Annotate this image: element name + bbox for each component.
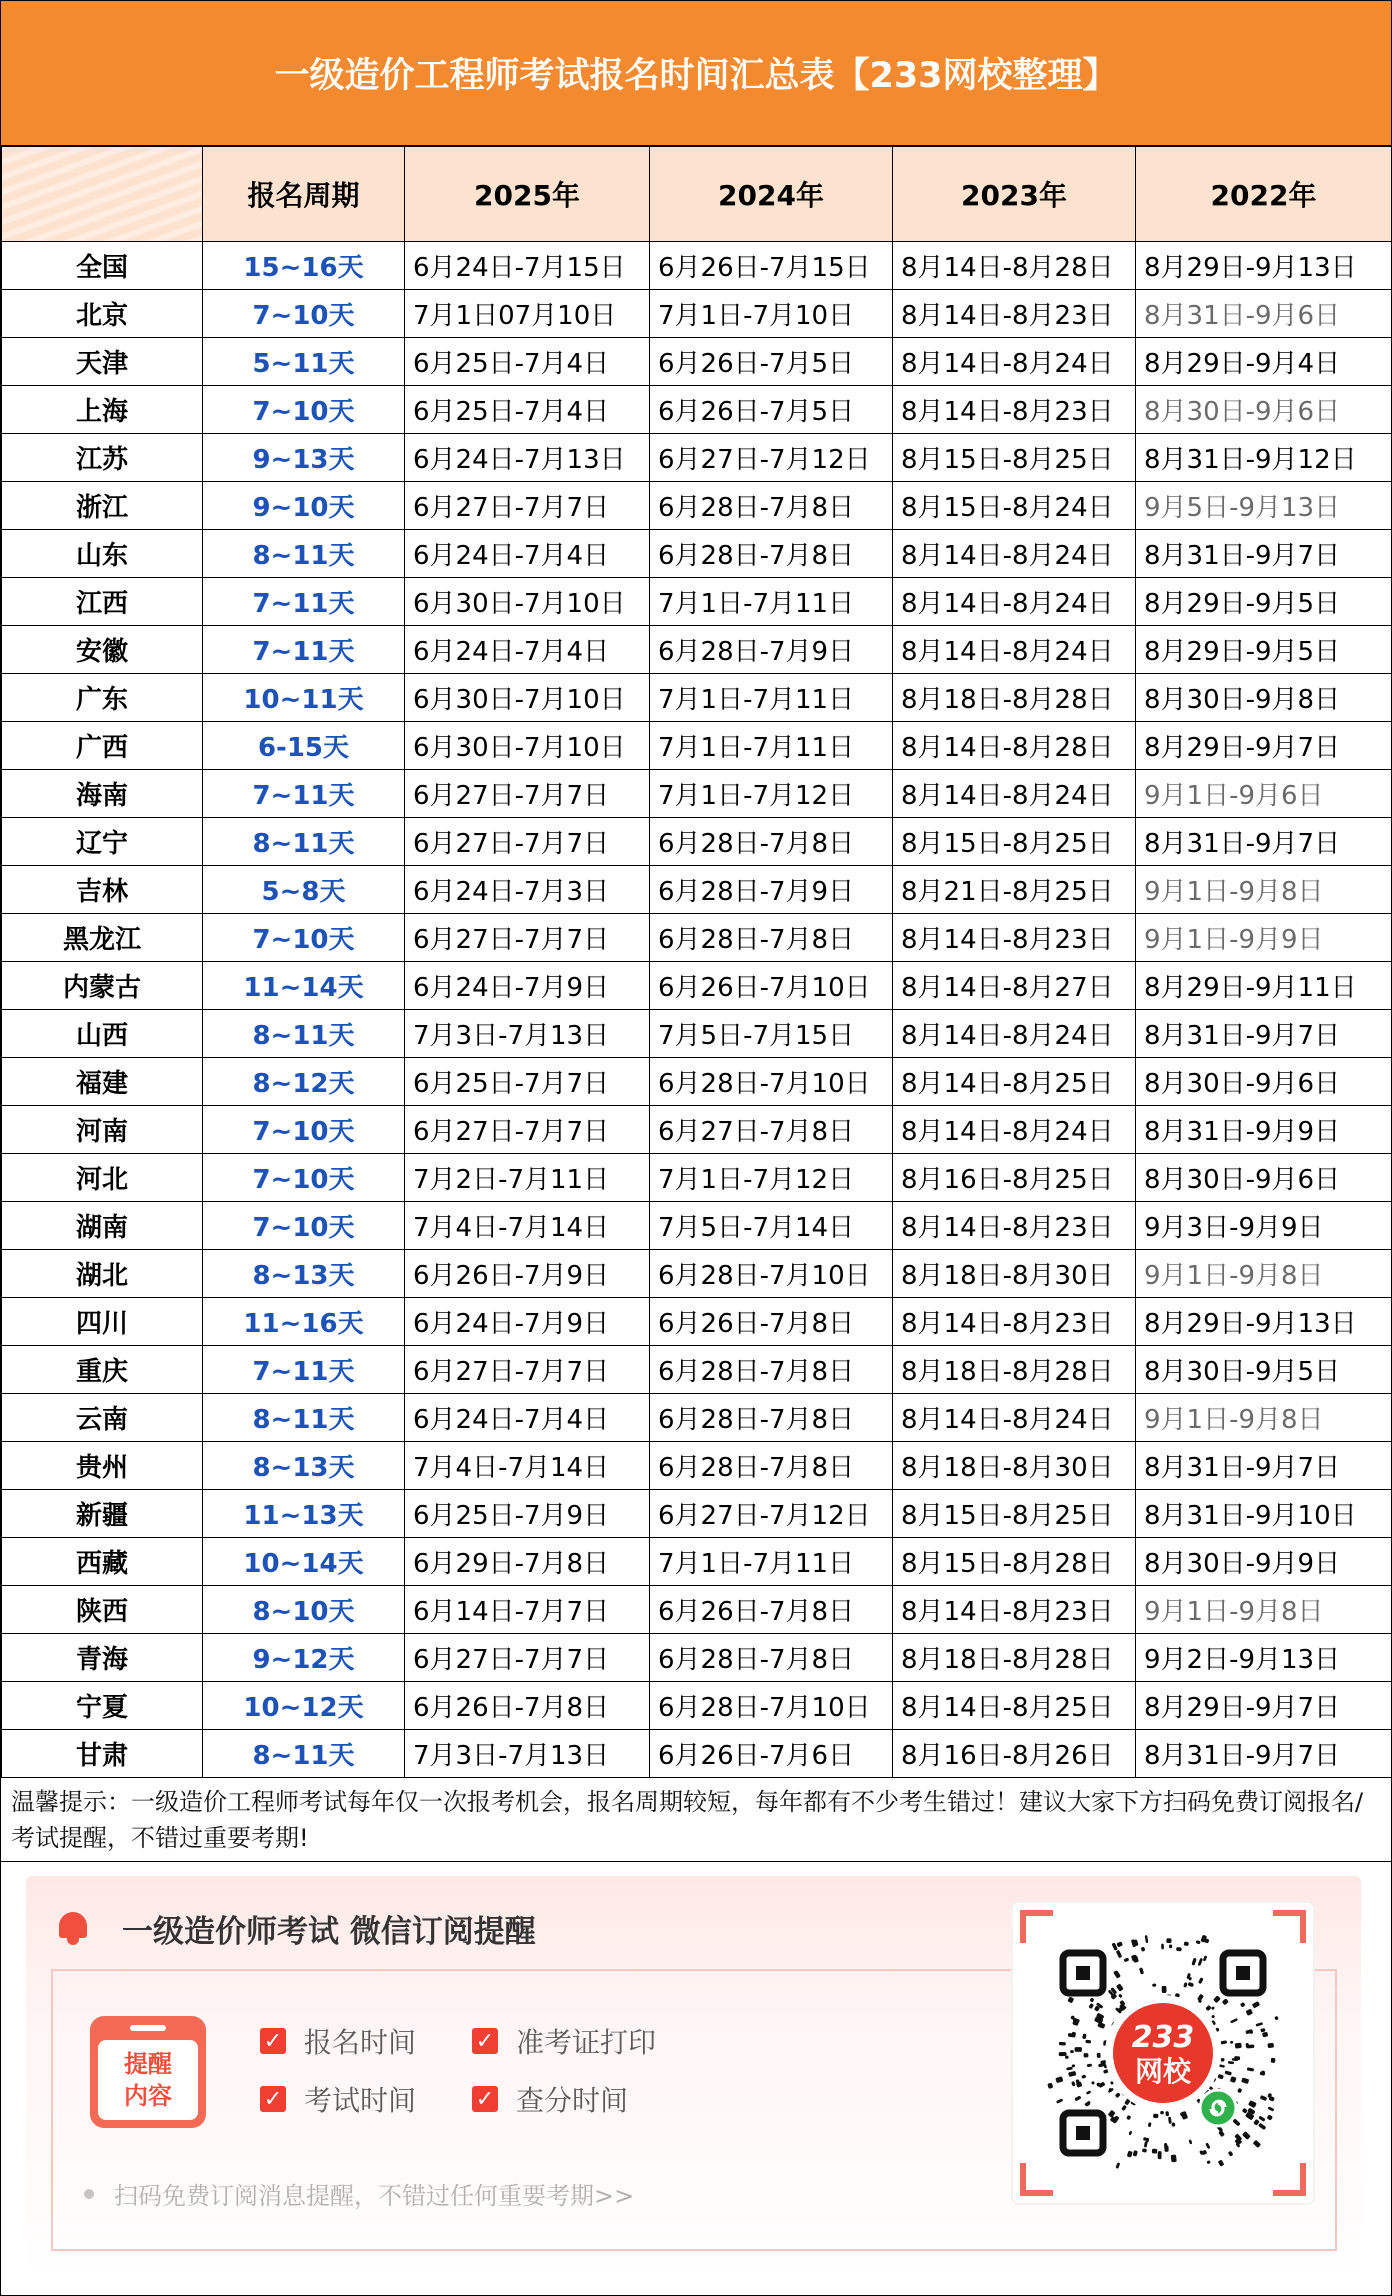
period-cell: 8~11天 [203, 1394, 405, 1442]
date-2025-cell: 6月24日-7月9日 [405, 962, 650, 1010]
table-row [2, 626, 1392, 674]
date-2025-cell: 6月27日-7月7日 [405, 482, 650, 530]
date-2023-cell: 8月14日-8月23日 [893, 386, 1136, 434]
table-row [2, 674, 1392, 722]
date-2023-cell: 8月14日-8月23日 [893, 1586, 1136, 1634]
province-cell: 浙江 [2, 482, 203, 530]
table-row [2, 1250, 1392, 1298]
date-2023-cell: 8月14日-8月24日 [893, 770, 1136, 818]
date-2023-cell: 8月14日-8月24日 [893, 1106, 1136, 1154]
table-row [2, 482, 1392, 530]
period-cell: 9~13天 [203, 434, 405, 482]
checkbox-checked-icon: ✓ [260, 2086, 286, 2112]
date-2022-cell: 9月1日-9月6日 [1136, 770, 1392, 818]
date-2025-cell: 6月24日-7月9日 [405, 1298, 650, 1346]
checkbox-checked-icon: ✓ [472, 2086, 498, 2112]
date-2024-cell: 6月28日-7月8日 [650, 1634, 893, 1682]
date-2024-cell: 6月26日-7月8日 [650, 1298, 893, 1346]
date-2022-cell: 9月5日-9月13日 [1136, 482, 1392, 530]
date-2025-cell: 6月27日-7月7日 [405, 1634, 650, 1682]
date-2024-cell: 6月26日-7月5日 [650, 338, 893, 386]
province-cell: 湖南 [2, 1202, 203, 1250]
date-2022-cell: 8月30日-9月8日 [1136, 674, 1392, 722]
period-cell: 5~11天 [203, 338, 405, 386]
table-row [2, 290, 1392, 338]
date-2024-cell: 6月28日-7月8日 [650, 1442, 893, 1490]
province-cell: 安徽 [2, 626, 203, 674]
date-2022-cell: 8月29日-9月13日 [1136, 242, 1392, 290]
period-cell: 7~10天 [203, 1154, 405, 1202]
date-2024-cell: 7月1日-7月11日 [650, 1538, 893, 1586]
date-2023-cell: 8月15日-8月25日 [893, 818, 1136, 866]
bell-icon [56, 1908, 90, 1948]
table-row [2, 530, 1392, 578]
period-cell: 8~12天 [203, 1058, 405, 1106]
period-cell: 7~10天 [203, 290, 405, 338]
date-2024-cell: 7月5日-7月14日 [650, 1202, 893, 1250]
bullet-dot-icon [84, 2189, 94, 2199]
qr-logo-text-1: 233 [1131, 2020, 1195, 2055]
date-2023-cell: 8月14日-8月23日 [893, 290, 1136, 338]
province-cell: 广东 [2, 674, 203, 722]
date-2023-cell: 8月14日-8月23日 [893, 914, 1136, 962]
period-cell: 8~11天 [203, 818, 405, 866]
date-2024-cell: 7月5日-7月15日 [650, 1010, 893, 1058]
date-2023-cell: 8月15日-8月25日 [893, 434, 1136, 482]
date-2024-cell: 6月26日-7月15日 [650, 242, 893, 290]
table-row [2, 1346, 1392, 1394]
date-2023-cell: 8月14日-8月23日 [893, 1298, 1136, 1346]
date-2024-cell: 6月28日-7月10日 [650, 1682, 893, 1730]
date-2025-cell: 6月26日-7月8日 [405, 1682, 650, 1730]
period-cell: 6-15天 [203, 722, 405, 770]
date-2024-cell: 6月28日-7月8日 [650, 914, 893, 962]
date-2022-cell: 8月30日-9月6日 [1136, 386, 1392, 434]
date-2023-cell: 8月14日-8月24日 [893, 578, 1136, 626]
period-cell: 8~11天 [203, 1010, 405, 1058]
date-2023-cell: 8月14日-8月24日 [893, 530, 1136, 578]
subscribe-tip[interactable] [84, 2176, 634, 2211]
date-2023-cell: 8月16日-8月25日 [893, 1154, 1136, 1202]
date-2022-cell: 9月3日-9月9日 [1136, 1202, 1392, 1250]
table-row [2, 1586, 1392, 1634]
table-row [2, 1538, 1392, 1586]
date-2023-cell: 8月18日-8月30日 [893, 1442, 1136, 1490]
province-cell: 内蒙古 [2, 962, 203, 1010]
date-2024-cell: 6月28日-7月8日 [650, 1346, 893, 1394]
date-2023-cell: 8月21日-8月25日 [893, 866, 1136, 914]
date-2023-cell: 8月18日-8月28日 [893, 1634, 1136, 1682]
date-2025-cell: 6月27日-7月7日 [405, 914, 650, 962]
date-2022-cell: 8月31日-9月10日 [1136, 1490, 1392, 1538]
province-cell: 海南 [2, 770, 203, 818]
province-cell: 全国 [2, 242, 203, 290]
province-cell: 上海 [2, 386, 203, 434]
date-2024-cell: 6月28日-7月8日 [650, 530, 893, 578]
date-2025-cell: 6月24日-7月4日 [405, 626, 650, 674]
header-2022: 2022年 [1136, 147, 1392, 242]
check-label: 准考证打印 [516, 2026, 657, 2059]
table-row [2, 914, 1392, 962]
period-cell: 7~11天 [203, 770, 405, 818]
date-2022-cell: 8月31日-9月6日 [1136, 290, 1392, 338]
date-2025-cell: 7月4日-7月14日 [405, 1202, 650, 1250]
date-2024-cell: 6月27日-7月8日 [650, 1106, 893, 1154]
date-2022-cell: 8月31日-9月7日 [1136, 1730, 1392, 1778]
date-2025-cell: 6月27日-7月7日 [405, 1346, 650, 1394]
period-cell: 8~10天 [203, 1586, 405, 1634]
province-cell: 河南 [2, 1106, 203, 1154]
province-cell: 河北 [2, 1154, 203, 1202]
date-2024-cell: 6月28日-7月10日 [650, 1058, 893, 1106]
province-cell: 陕西 [2, 1586, 203, 1634]
date-2023-cell: 8月14日-8月27日 [893, 962, 1136, 1010]
period-cell: 11~16天 [203, 1298, 405, 1346]
date-2023-cell: 8月14日-8月28日 [893, 242, 1136, 290]
date-2022-cell: 8月29日-9月5日 [1136, 578, 1392, 626]
date-2024-cell: 6月28日-7月8日 [650, 1394, 893, 1442]
table-row [2, 1202, 1392, 1250]
date-2025-cell: 6月27日-7月7日 [405, 1106, 650, 1154]
qr-logo-text-2: 网校 [1134, 2055, 1192, 2088]
date-2023-cell: 8月18日-8月28日 [893, 1346, 1136, 1394]
date-2024-cell: 7月1日-7月11日 [650, 722, 893, 770]
notice-text: 温馨提示：一级造价工程师考试每年仅一次报考机会，报名周期较短，每年都有不少考生错过！建议大家下方扫码免费订阅报名/考试提醒，不错过重要考期! [1, 1778, 1391, 1862]
table-row [2, 1298, 1392, 1346]
date-2022-cell: 8月29日-9月5日 [1136, 626, 1392, 674]
table-row [2, 386, 1392, 434]
table-row [2, 1058, 1392, 1106]
date-2022-cell: 8月31日-9月9日 [1136, 1106, 1392, 1154]
date-2023-cell: 8月18日-8月30日 [893, 1250, 1136, 1298]
calendar-label-1: 提醒 [124, 2050, 172, 2078]
qr-code-icon [1013, 1903, 1313, 2203]
period-cell: 10~12天 [203, 1682, 405, 1730]
date-2024-cell: 6月28日-7月9日 [650, 866, 893, 914]
period-cell: 8~11天 [203, 530, 405, 578]
date-2025-cell: 7月2日-7月11日 [405, 1154, 650, 1202]
date-2022-cell: 8月30日-9月6日 [1136, 1154, 1392, 1202]
date-2025-cell: 6月30日-7月10日 [405, 722, 650, 770]
province-cell: 新疆 [2, 1490, 203, 1538]
period-cell: 5~8天 [203, 866, 405, 914]
period-cell: 10~14天 [203, 1538, 405, 1586]
table-row [2, 1682, 1392, 1730]
table-row [2, 1634, 1392, 1682]
table-row [2, 1154, 1392, 1202]
date-2025-cell: 6月26日-7月9日 [405, 1250, 650, 1298]
date-2025-cell: 6月24日-7月15日 [405, 242, 650, 290]
date-2025-cell: 6月25日-7月4日 [405, 338, 650, 386]
checkbox-checked-icon: ✓ [260, 2028, 286, 2054]
banner-title: 一级造价师考试 微信订阅提醒 [122, 1913, 536, 1950]
province-cell: 广西 [2, 722, 203, 770]
period-cell: 9~12天 [203, 1634, 405, 1682]
date-2022-cell: 8月31日-9月7日 [1136, 1010, 1392, 1058]
date-2025-cell: 6月25日-7月4日 [405, 386, 650, 434]
date-2023-cell: 8月14日-8月24日 [893, 338, 1136, 386]
subscribe-tip-text: 扫码免费订阅消息提醒，不错过任何重要考期>> [114, 2182, 635, 2210]
header-corner [2, 147, 203, 242]
date-2024-cell: 6月28日-7月8日 [650, 818, 893, 866]
province-cell: 北京 [2, 290, 203, 338]
period-cell: 7~10天 [203, 1202, 405, 1250]
province-cell: 西藏 [2, 1538, 203, 1586]
period-cell: 7~11天 [203, 578, 405, 626]
table-row [2, 1490, 1392, 1538]
date-2023-cell: 8月15日-8月25日 [893, 1490, 1136, 1538]
date-2024-cell: 7月1日-7月11日 [650, 674, 893, 722]
date-2025-cell: 6月27日-7月7日 [405, 770, 650, 818]
date-2022-cell: 8月31日-9月12日 [1136, 434, 1392, 482]
date-2022-cell: 8月29日-9月7日 [1136, 722, 1392, 770]
date-2022-cell: 8月31日-9月7日 [1136, 530, 1392, 578]
period-cell: 15~16天 [203, 242, 405, 290]
date-2024-cell: 7月1日-7月12日 [650, 1154, 893, 1202]
date-2022-cell: 8月30日-9月9日 [1136, 1538, 1392, 1586]
date-2023-cell: 8月14日-8月24日 [893, 626, 1136, 674]
date-2023-cell: 8月14日-8月25日 [893, 1058, 1136, 1106]
date-2022-cell: 9月1日-9月8日 [1136, 1394, 1392, 1442]
period-cell: 7~10天 [203, 914, 405, 962]
province-cell: 江西 [2, 578, 203, 626]
province-cell: 贵州 [2, 1442, 203, 1490]
date-2024-cell: 6月27日-7月12日 [650, 434, 893, 482]
date-2022-cell: 9月1日-9月8日 [1136, 866, 1392, 914]
table-row [2, 818, 1392, 866]
date-2024-cell: 7月1日-7月10日 [650, 290, 893, 338]
check-label: 考试时间 [304, 2084, 417, 2117]
province-cell: 辽宁 [2, 818, 203, 866]
table-row [2, 434, 1392, 482]
period-cell: 7~11天 [203, 626, 405, 674]
date-2025-cell: 6月24日-7月3日 [405, 866, 650, 914]
period-cell: 7~10天 [203, 1106, 405, 1154]
date-2022-cell: 8月31日-9月7日 [1136, 1442, 1392, 1490]
qr-code[interactable] [1011, 1901, 1315, 2205]
date-2024-cell: 7月1日-7月12日 [650, 770, 893, 818]
table-header-row [2, 147, 1392, 242]
date-2022-cell: 8月29日-9月13日 [1136, 1298, 1392, 1346]
date-2023-cell: 8月15日-8月28日 [893, 1538, 1136, 1586]
province-cell: 湖北 [2, 1250, 203, 1298]
check-label: 查分时间 [516, 2084, 629, 2117]
period-cell: 7~11天 [203, 1346, 405, 1394]
date-2023-cell: 8月18日-8月28日 [893, 674, 1136, 722]
date-2022-cell: 9月1日-9月8日 [1136, 1250, 1392, 1298]
province-cell: 福建 [2, 1058, 203, 1106]
table-row [2, 866, 1392, 914]
page-title: 一级造价工程师考试报名时间汇总表【233网校整理】 [1, 1, 1391, 146]
subscribe-banner[interactable] [26, 1876, 1361, 2276]
province-cell: 山西 [2, 1010, 203, 1058]
table-row [2, 242, 1392, 290]
province-cell: 云南 [2, 1394, 203, 1442]
date-2025-cell: 6月24日-7月13日 [405, 434, 650, 482]
calendar-icon [90, 2016, 206, 2128]
province-cell: 黑龙江 [2, 914, 203, 962]
table-row [2, 1394, 1392, 1442]
header-2025: 2025年 [405, 147, 650, 242]
period-cell: 9~10天 [203, 482, 405, 530]
province-cell: 吉林 [2, 866, 203, 914]
date-2025-cell: 6月24日-7月4日 [405, 1394, 650, 1442]
province-cell: 四川 [2, 1298, 203, 1346]
date-2023-cell: 8月14日-8月28日 [893, 722, 1136, 770]
date-2024-cell: 6月26日-7月8日 [650, 1586, 893, 1634]
date-2024-cell: 6月28日-7月9日 [650, 626, 893, 674]
province-cell: 山东 [2, 530, 203, 578]
date-2022-cell: 9月1日-9月9日 [1136, 914, 1392, 962]
date-2023-cell: 8月16日-8月26日 [893, 1730, 1136, 1778]
table-row [2, 722, 1392, 770]
date-2023-cell: 8月14日-8月24日 [893, 1010, 1136, 1058]
table-body [2, 242, 1392, 1778]
calendar-label-2: 内容 [124, 2082, 172, 2110]
date-2022-cell: 8月30日-9月6日 [1136, 1058, 1392, 1106]
date-2022-cell: 8月29日-9月4日 [1136, 338, 1392, 386]
province-cell: 江苏 [2, 434, 203, 482]
date-2025-cell: 6月24日-7月4日 [405, 530, 650, 578]
check-item-score-query [472, 2079, 628, 2119]
province-cell: 天津 [2, 338, 203, 386]
province-cell: 青海 [2, 1634, 203, 1682]
date-2024-cell: 6月27日-7月12日 [650, 1490, 893, 1538]
header-period: 报名周期 [203, 147, 405, 242]
date-2024-cell: 7月1日-7月11日 [650, 578, 893, 626]
date-2025-cell: 6月14日-7月7日 [405, 1586, 650, 1634]
table-row [2, 770, 1392, 818]
date-2024-cell: 6月28日-7月10日 [650, 1250, 893, 1298]
date-2025-cell: 6月25日-7月9日 [405, 1490, 650, 1538]
table-row [2, 1010, 1392, 1058]
period-cell: 11~14天 [203, 962, 405, 1010]
date-2024-cell: 6月26日-7月5日 [650, 386, 893, 434]
period-cell: 11~13天 [203, 1490, 405, 1538]
date-2025-cell: 7月1日07月10日 [405, 290, 650, 338]
check-item-exam-time [260, 2079, 416, 2119]
date-2025-cell: 6月25日-7月7日 [405, 1058, 650, 1106]
period-cell: 7~10天 [203, 386, 405, 434]
registration-table [1, 146, 1392, 1778]
date-2022-cell: 9月2日-9月13日 [1136, 1634, 1392, 1682]
province-cell: 甘肃 [2, 1730, 203, 1778]
date-2025-cell: 6月27日-7月7日 [405, 818, 650, 866]
period-cell: 8~11天 [203, 1730, 405, 1778]
date-2023-cell: 8月15日-8月24日 [893, 482, 1136, 530]
period-cell: 8~13天 [203, 1250, 405, 1298]
header-2023: 2023年 [893, 147, 1136, 242]
date-2025-cell: 6月30日-7月10日 [405, 674, 650, 722]
table-row [2, 1730, 1392, 1778]
date-2022-cell: 9月1日-9月8日 [1136, 1586, 1392, 1634]
date-2023-cell: 8月14日-8月25日 [893, 1682, 1136, 1730]
date-2023-cell: 8月14日-8月23日 [893, 1202, 1136, 1250]
table-row [2, 1106, 1392, 1154]
date-2025-cell: 7月4日-7月14日 [405, 1442, 650, 1490]
banner-header [56, 1898, 536, 1958]
table-row [2, 338, 1392, 386]
date-2025-cell: 7月3日-7月13日 [405, 1010, 650, 1058]
province-cell: 宁夏 [2, 1682, 203, 1730]
date-2022-cell: 8月31日-9月7日 [1136, 818, 1392, 866]
check-item-admission-ticket [472, 2021, 656, 2061]
date-2025-cell: 6月30日-7月10日 [405, 578, 650, 626]
table-row [2, 578, 1392, 626]
checkbox-checked-icon: ✓ [472, 2028, 498, 2054]
province-cell: 重庆 [2, 1346, 203, 1394]
date-2022-cell: 8月30日-9月5日 [1136, 1346, 1392, 1394]
date-2024-cell: 6月26日-7月10日 [650, 962, 893, 1010]
period-cell: 10~11天 [203, 674, 405, 722]
table-row [2, 1442, 1392, 1490]
date-2024-cell: 6月26日-7月6日 [650, 1730, 893, 1778]
header-2024: 2024年 [650, 147, 893, 242]
table-row [2, 962, 1392, 1010]
date-2025-cell: 7月3日-7月13日 [405, 1730, 650, 1778]
check-label: 报名时间 [304, 2026, 417, 2059]
date-2024-cell: 6月28日-7月8日 [650, 482, 893, 530]
check-item-registration [260, 2021, 416, 2061]
date-2023-cell: 8月14日-8月24日 [893, 1394, 1136, 1442]
date-2022-cell: 8月29日-9月7日 [1136, 1682, 1392, 1730]
date-2022-cell: 8月29日-9月11日 [1136, 962, 1392, 1010]
period-cell: 8~13天 [203, 1442, 405, 1490]
date-2025-cell: 6月29日-7月8日 [405, 1538, 650, 1586]
